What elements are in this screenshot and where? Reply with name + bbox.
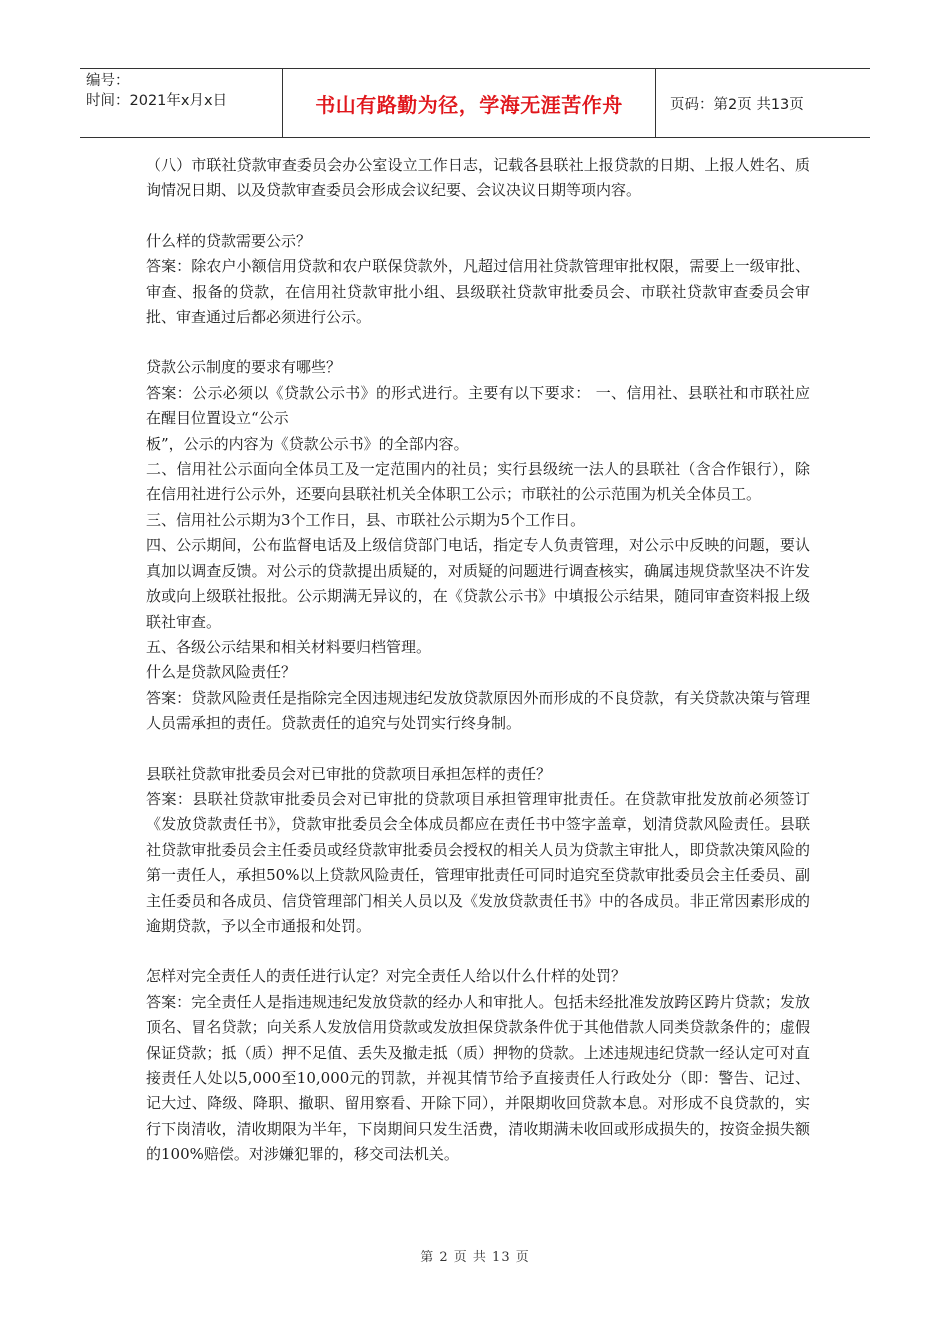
question-heading: 什么是贷款风险责任？	[146, 663, 297, 682]
question-heading: 县联社贷款审批委员会对已审批的贷款项目承担怎样的责任？	[146, 764, 552, 783]
answer-paragraph: 答案：贷款风险责任是指除完全因违规违纪发放贷款原因外而形成的不良贷款，有关贷款决策与管理人员需承担的责任。贷款责任的追究与处罚实行终身制。	[146, 688, 810, 733]
page-footer: 第 2 页 共 13 页	[420, 1250, 530, 1265]
document-number-label: 编号：	[86, 73, 130, 89]
body-paragraph: 板”，公示的内容为《贷款公示书》的全部内容。	[146, 434, 469, 453]
paragraph-gap	[146, 330, 810, 355]
body-paragraph: （八）市联社贷款审查委员会办公室设立工作日志，记载各县联社上报贷款的日期、上报人姓名、质询情况日期、以及贷款审查委员会形成会议纪要、会议决议日期等项内容。	[146, 156, 810, 200]
document-body	[146, 153, 810, 1168]
body-paragraph: 二、信用社公示面向全体员工及一定范围内的社员；实行县级统一法人的县联社（含合作银行），除在信用社进行公示外，还要向县联社机关全体职工公示；市联社的公示范围为机关全体员工。	[146, 460, 810, 504]
answer-paragraph: 答案：除农户小额信用贷款和农户联保贷款外，凡超过信用社贷款管理审批权限，需要上一级审批、审查、报备的贷款，在信用社贷款审批小组、县级联社贷款审批委员会、市联社贷款审查委员会审批、审查通过后都必须进行公示。	[146, 257, 810, 327]
paragraph-gap	[146, 204, 810, 229]
question-heading: 什么样的贷款需要公示？	[146, 231, 312, 250]
body-paragraph: 五、各级公示结果和相关材料要归档管理。	[146, 637, 432, 656]
question-heading: 贷款公示制度的要求有哪些？	[146, 358, 342, 377]
page-header	[80, 68, 870, 138]
answer-paragraph: 答案：公示必须以《贷款公示书》的形式进行。主要有以下要求： 一、信用社、县联社和市联社应在醒目位置设立“公示	[146, 383, 810, 428]
header-motto: 书山有路勤为径，学海无涯苦作舟	[282, 69, 656, 137]
document-date-label: 时间：2021年x月x日	[86, 93, 228, 109]
question-heading: 怎样对完全责任人的责任进行认定？对完全责任人给以什么什样的处罚？	[146, 967, 627, 986]
paragraph-gap	[146, 939, 810, 964]
header-meta	[80, 69, 282, 137]
paragraph-gap	[146, 737, 810, 762]
answer-paragraph: 答案：完全责任人是指违规违纪发放贷款的经办人和审批人。包括未经批准发放跨区跨片贷款；发放顶名、冒名贷款；向关系人发放信用贷款或发放担保贷款条件优于其他借款人同类贷款条件的；虚假保证贷款；抵（质）押不足值、丢失及撤走抵（质）押物的贷款。上述违规违纪贷款一经认定可对直接责任人处以5,000至10,000元的罚款，并视其情节给予直接责任人行政处分（即：警告、记过、记大过、降级、降职、撤职、留用察看、开除下同），并限期收回贷款本息。对形成不良贷款的，实行下岗清收，清收期限为半年，下岗期间只发生活费，清收期满未收回或形成损失的，按资金损失额的100%赔偿。对涉嫌犯罪的，移交司法机关。	[146, 992, 810, 1164]
answer-paragraph: 答案：县联社贷款审批委员会对已审批的贷款项目承担管理审批责任。在贷款审批发放前必须签订《发放贷款责任书》，贷款审批委员会全体成员都应在责任书中签字盖章，划清贷款风险责任。县联社贷款审批委员会主任委员或经贷款审批委员会授权的相关人员为贷款主审批人，即贷款决策风险的第一责任人，承担50%以上贷款风险责任，管理审批责任可同时追究至贷款审批委员会主任委员、副主任委员和各成员、信贷管理部门相关人员以及《发放贷款责任书》中的各成员。非正常因素形成的逾期贷款，予以全市通报和处罚。	[146, 789, 810, 935]
header-page-info: 页码：第2页 共13页	[670, 96, 804, 113]
body-paragraph: 四、公示期间，公布监督电话及上级信贷部门电话，指定专人负责管理，对公示中反映的问题，要认真加以调查反馈。对公示的贷款提出质疑的，对质疑的问题进行调查核实，确属违规贷款坚决不许发放或向上级联社报批。公示期满无异议的，在《贷款公示书》中填报公示结果，随同审查资料报上级联社审查。	[146, 536, 810, 631]
body-paragraph: 三、信用社公示期为3个工作日，县、市联社公示期为5个工作日。	[146, 510, 586, 529]
